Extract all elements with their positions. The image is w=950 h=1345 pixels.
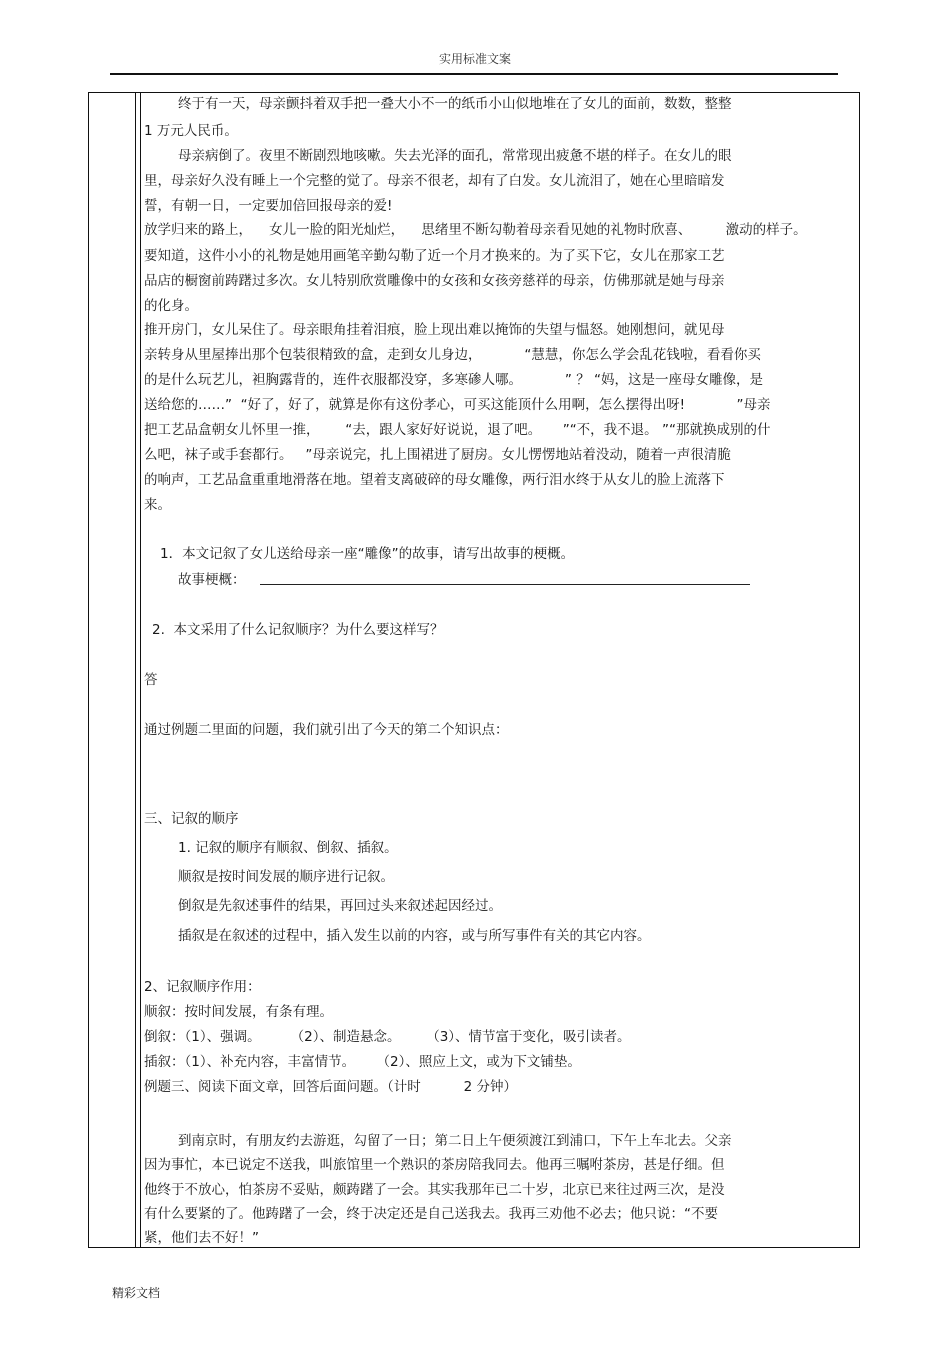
- text-line: 么吧，袜子或手套都行。 ”母亲说完，扎上围裙进了厨房。女儿愣愣地站着没动，随着一声很清脆: [144, 447, 731, 463]
- table-column-narrow: [136, 92, 141, 1248]
- text-line: 亲转身从里屋捧出那个包装很精致的盒，走到女儿身边， “慧慧，你怎么学会乱花钱啦，看看你买: [144, 347, 761, 363]
- page-header-title: 实用标准文案: [438, 52, 511, 66]
- text-line: 的响声，工艺品盒重重地滑落在地。望着支离破碎的母女雕像，两行泪水终于从女儿的脸上流落下: [144, 472, 725, 488]
- header-rule: [110, 73, 838, 75]
- text-line: 故事梗概：: [178, 572, 246, 588]
- text-line: 紧，他们去不好！”: [144, 1230, 259, 1246]
- text-line: 的化身。: [144, 298, 198, 314]
- text-line: 送给您的……” “好了，好了，就算是你有这份孝心，可买这能顶什么用啊，怎么摆得出呀! ”母亲: [144, 397, 771, 413]
- text-line: 通过例题二里面的问题，我们就引出了今天的第二个知识点：: [144, 722, 509, 738]
- table-column-left: [88, 92, 136, 1248]
- text-line: 1．本文记叙了女儿送给母亲一座“雕像”的故事，请写出故事的梗概。: [160, 546, 575, 562]
- text-line: 1. 记叙的顺序有顺叙、倒叙、插叙。: [178, 840, 398, 856]
- text-line: 2. 本文采用了什么记叙顺序？为什么要这样写？: [152, 622, 444, 638]
- text-line: 2、记叙顺序作用：: [144, 979, 261, 995]
- text-line: 把工艺品盒朝女儿怀里一推， “去，跟人家好好说说，退了吧。 ”“不，我不退。 ”“那就换成别的什: [144, 422, 771, 438]
- text-line: 例题三、阅读下面文章，回答后面问题。（计时 2 分钟）: [144, 1079, 518, 1095]
- text-line: 倒叙是先叙述事件的结果，再回过头来叙述起因经过。: [178, 898, 502, 914]
- text-line: 母亲病倒了。夜里不断剧烈地咳嗽。失去光泽的面孔，常常现出疲惫不堪的样子。在女儿的眼: [178, 148, 732, 164]
- text-line: 到南京时，有朋友约去游逛，勾留了一日；第二日上午便须渡江到浦口，下午上车北去。父亲: [178, 1133, 732, 1149]
- text-line: 终于有一天，母亲颤抖着双手把一叠大小不一的纸币小山似地堆在了女儿的面前，数数，整整: [178, 96, 732, 112]
- answer-blank-line: [260, 584, 750, 585]
- text-line: 的是什么玩艺儿，袒胸露背的，连件衣服都没穿，多寒碜人哪。 ” ？ “妈，这是一座母女雕像，是: [144, 372, 763, 388]
- text-line: 誓，有朝一日，一定要加倍回报母亲的爱!: [144, 198, 393, 214]
- text-line: 顺叙是按时间发展的顺序进行记叙。: [178, 869, 394, 885]
- text-line: 三、记叙的顺序: [144, 811, 239, 827]
- text-line: 答: [144, 672, 158, 688]
- text-line: 有什么要紧的了。他踌躇了一会，终于决定还是自己送我去。我再三劝他不必去；他只说：“不要: [144, 1206, 718, 1222]
- text-line: 品店的橱窗前踌躇过多次。女儿特别欣赏雕像中的女孩和女孩旁慈祥的母亲，仿佛那就是她与母亲: [144, 273, 725, 289]
- text-line: 里，母亲好久没有睡上一个完整的觉了。母亲不很老，却有了白发。女儿流泪了，她在心里暗暗发: [144, 173, 725, 189]
- text-line: 插叙是在叙述的过程中，插入发生以前的内容，或与所写事件有关的其它内容。: [178, 928, 651, 944]
- text-line: 来。: [144, 497, 171, 513]
- text-line: 1 万元人民币。: [144, 123, 238, 139]
- table-frame: [88, 92, 860, 1248]
- text-line: 插叙：（1）、补充内容，丰富情节。 （2）、照应上文，或为下文铺垫。: [144, 1054, 581, 1070]
- text-line: 顺叙：按时间发展，有条有理。: [144, 1004, 333, 1020]
- text-line: 推开房门，女儿呆住了。母亲眼角挂着泪痕，脸上现出难以掩饰的失望与愠怒。她刚想问，就见母: [144, 322, 725, 338]
- text-line: 因为事忙，本已说定不送我，叫旅馆里一个熟识的茶房陪我同去。他再三嘱咐茶房，甚是仔细。但: [144, 1157, 725, 1173]
- page-footer: 精彩文档: [112, 1286, 161, 1300]
- text-line: 要知道，这件小小的礼物是她用画笔辛勤勾勒了近一个月才换来的。为了买下它，女儿在那家工艺: [144, 248, 725, 264]
- text-line: 他终于不放心，怕茶房不妥贴，颇踌躇了一会。其实我那年已二十岁，北京已来往过两三次，是没: [144, 1182, 725, 1198]
- text-line: 放学归来的路上， 女儿一脸的阳光灿烂， 思绪里不断勾勒着母亲看见她的礼物时欣喜、 激动的样子。: [144, 222, 807, 238]
- text-line: 倒叙：（1）、强调。 （2）、制造悬念。 （3）、情节富于变化，吸引读者。: [144, 1029, 631, 1045]
